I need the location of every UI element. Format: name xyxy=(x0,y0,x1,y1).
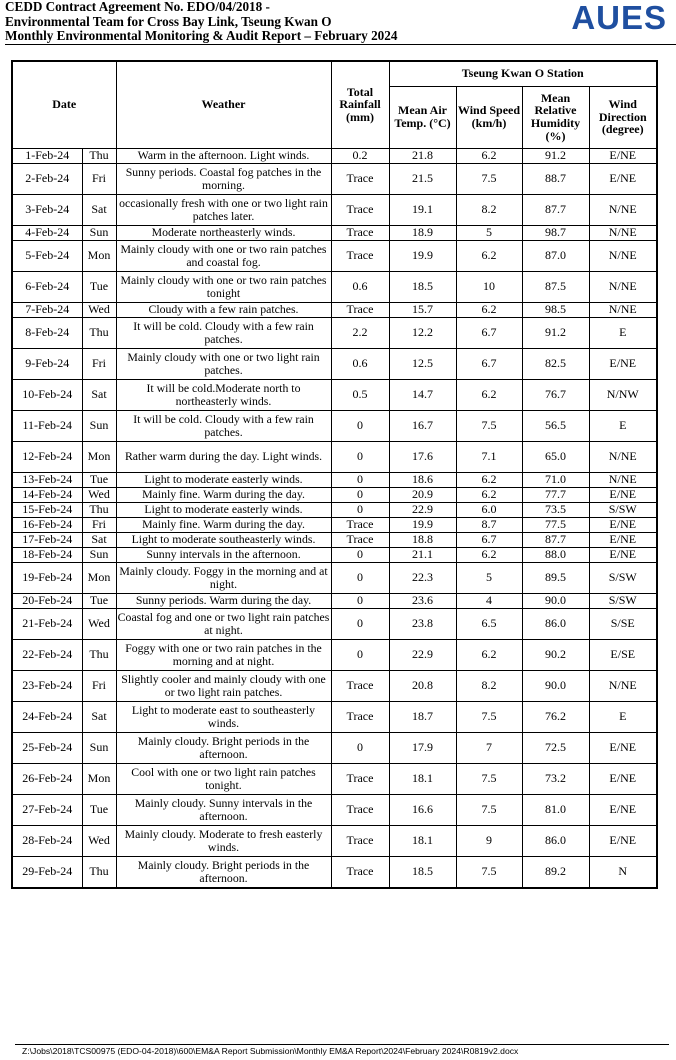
row-wind-speed: 7.5 xyxy=(456,856,522,888)
row-wind-speed: 9 xyxy=(456,825,522,856)
row-humidity: 82.5 xyxy=(522,348,589,379)
row-wind-speed: 6.7 xyxy=(456,532,522,547)
row-wind-direction: E/NE xyxy=(589,148,657,163)
row-temp: 18.8 xyxy=(389,532,456,547)
row-humidity: 87.7 xyxy=(522,194,589,225)
row-temp: 22.3 xyxy=(389,562,456,593)
row-day: Mon xyxy=(82,763,116,794)
row-temp: 16.7 xyxy=(389,410,456,441)
row-temp: 18.1 xyxy=(389,763,456,794)
row-humidity: 72.5 xyxy=(522,732,589,763)
row-weather: Mainly cloudy. Sunny intervals in the afternoon. xyxy=(116,794,331,825)
table-row xyxy=(12,502,657,517)
row-temp: 18.6 xyxy=(389,472,456,487)
row-temp: 22.9 xyxy=(389,502,456,517)
row-wind-direction: E/NE xyxy=(589,487,657,502)
row-wind-speed: 10 xyxy=(456,271,522,302)
row-wind-speed: 6.2 xyxy=(456,487,522,502)
row-date: 26-Feb-24 xyxy=(12,763,82,794)
table-row xyxy=(12,487,657,502)
header-weather: Weather xyxy=(116,61,331,148)
row-wind-speed: 8.2 xyxy=(456,670,522,701)
row-wind-speed: 6.2 xyxy=(456,379,522,410)
row-date: 11-Feb-24 xyxy=(12,410,82,441)
row-weather: Sunny periods. Warm during the day. xyxy=(116,593,331,608)
row-day: Tue xyxy=(82,794,116,825)
row-weather: Light to moderate easterly winds. xyxy=(116,472,331,487)
row-date: 10-Feb-24 xyxy=(12,379,82,410)
row-weather: occasionally fresh with one or two light rain patches later. xyxy=(116,194,331,225)
row-humidity: 87.5 xyxy=(522,271,589,302)
table-row xyxy=(12,794,657,825)
row-temp: 19.9 xyxy=(389,517,456,532)
row-temp: 12.2 xyxy=(389,317,456,348)
row-wind-direction: E/NE xyxy=(589,532,657,547)
row-humidity: 89.5 xyxy=(522,562,589,593)
header-station: Tseung Kwan O Station xyxy=(389,61,657,86)
row-wind-speed: 6.7 xyxy=(456,317,522,348)
row-rainfall: 0 xyxy=(331,472,389,487)
row-wind-direction: N/NE xyxy=(589,441,657,472)
row-humidity: 71.0 xyxy=(522,472,589,487)
table-row xyxy=(12,517,657,532)
row-day: Fri xyxy=(82,670,116,701)
row-temp: 12.5 xyxy=(389,348,456,379)
footer-divider xyxy=(15,1044,669,1045)
row-temp: 18.1 xyxy=(389,825,456,856)
row-temp: 15.7 xyxy=(389,302,456,317)
row-humidity: 81.0 xyxy=(522,794,589,825)
row-wind-direction: N/NE xyxy=(589,194,657,225)
row-wind-direction: E/NE xyxy=(589,794,657,825)
row-day: Sat xyxy=(82,701,116,732)
row-rainfall: Trace xyxy=(331,517,389,532)
row-weather: Mainly cloudy. Moderate to fresh easterly winds. xyxy=(116,825,331,856)
table-row xyxy=(12,302,657,317)
table-row xyxy=(12,472,657,487)
row-date: 6-Feb-24 xyxy=(12,271,82,302)
row-rainfall: 0 xyxy=(331,441,389,472)
row-weather: It will be cold.Moderate north to northeasterly winds. xyxy=(116,379,331,410)
row-day: Sat xyxy=(82,532,116,547)
row-temp: 16.6 xyxy=(389,794,456,825)
row-date: 22-Feb-24 xyxy=(12,639,82,670)
header-line-report: Monthly Environmental Monitoring & Audit Report – February 2024 xyxy=(5,28,398,44)
row-temp: 17.6 xyxy=(389,441,456,472)
row-rainfall: Trace xyxy=(331,302,389,317)
table-row xyxy=(12,194,657,225)
row-temp: 20.9 xyxy=(389,487,456,502)
row-wind-speed: 7.5 xyxy=(456,410,522,441)
row-date: 20-Feb-24 xyxy=(12,593,82,608)
weather-table xyxy=(11,60,658,889)
row-wind-speed: 6.7 xyxy=(456,348,522,379)
table-row xyxy=(12,441,657,472)
row-temp: 18.9 xyxy=(389,225,456,240)
row-wind-direction: E/NE xyxy=(589,517,657,532)
row-day: Tue xyxy=(82,593,116,608)
table-row xyxy=(12,763,657,794)
row-wind-direction: N xyxy=(589,856,657,888)
row-day: Thu xyxy=(82,148,116,163)
row-weather: Rather warm during the day. Light winds. xyxy=(116,441,331,472)
row-wind-direction: E/SE xyxy=(589,639,657,670)
row-rainfall: Trace xyxy=(331,763,389,794)
row-wind-direction: E xyxy=(589,701,657,732)
table-row xyxy=(12,348,657,379)
row-temp: 21.8 xyxy=(389,148,456,163)
row-temp: 20.8 xyxy=(389,670,456,701)
table-row xyxy=(12,410,657,441)
row-date: 9-Feb-24 xyxy=(12,348,82,379)
row-rainfall: Trace xyxy=(331,163,389,194)
row-weather: It will be cold. Cloudy with a few rain patches. xyxy=(116,410,331,441)
row-wind-speed: 5 xyxy=(456,225,522,240)
table-row xyxy=(12,547,657,562)
row-rainfall: 0 xyxy=(331,487,389,502)
row-wind-direction: N/NE xyxy=(589,472,657,487)
row-rainfall: 0.5 xyxy=(331,379,389,410)
row-weather: Mainly cloudy with one or two rain patches tonight xyxy=(116,271,331,302)
row-date: 25-Feb-24 xyxy=(12,732,82,763)
row-rainfall: 0 xyxy=(331,562,389,593)
row-rainfall: 0 xyxy=(331,732,389,763)
row-wind-direction: E xyxy=(589,317,657,348)
row-humidity: 90.0 xyxy=(522,593,589,608)
row-date: 17-Feb-24 xyxy=(12,532,82,547)
row-day: Wed xyxy=(82,487,116,502)
weather-table-body xyxy=(12,148,657,888)
row-date: 29-Feb-24 xyxy=(12,856,82,888)
table-row xyxy=(12,240,657,271)
row-date: 7-Feb-24 xyxy=(12,302,82,317)
row-weather: Light to moderate east to southeasterly winds. xyxy=(116,701,331,732)
header-humidity: Mean Relative Humidity (%) xyxy=(522,86,589,148)
aues-logo: AUES xyxy=(571,0,667,36)
row-rainfall: Trace xyxy=(331,670,389,701)
row-weather: Mainly fine. Warm during the day. xyxy=(116,517,331,532)
row-date: 8-Feb-24 xyxy=(12,317,82,348)
row-date: 12-Feb-24 xyxy=(12,441,82,472)
row-day: Wed xyxy=(82,825,116,856)
row-temp: 21.5 xyxy=(389,163,456,194)
row-date: 27-Feb-24 xyxy=(12,794,82,825)
row-wind-direction: S/SW xyxy=(589,593,657,608)
row-rainfall: 0.2 xyxy=(331,148,389,163)
table-row xyxy=(12,163,657,194)
row-humidity: 98.5 xyxy=(522,302,589,317)
row-rainfall: 0.6 xyxy=(331,348,389,379)
header-line-project: Environmental Team for Cross Bay Link, Tseung Kwan O xyxy=(5,13,332,29)
row-day: Mon xyxy=(82,562,116,593)
header-wind-speed: Wind Speed (km/h) xyxy=(456,86,522,148)
row-day: Sun xyxy=(82,547,116,562)
row-humidity: 77.7 xyxy=(522,487,589,502)
row-humidity: 73.2 xyxy=(522,763,589,794)
table-row xyxy=(12,825,657,856)
row-wind-direction: N/NE xyxy=(589,271,657,302)
row-day: Sun xyxy=(82,225,116,240)
row-humidity: 65.0 xyxy=(522,441,589,472)
row-date: 23-Feb-24 xyxy=(12,670,82,701)
row-rainfall: Trace xyxy=(331,225,389,240)
row-date: 14-Feb-24 xyxy=(12,487,82,502)
table-row xyxy=(12,732,657,763)
row-wind-speed: 7.5 xyxy=(456,763,522,794)
row-day: Tue xyxy=(82,472,116,487)
row-weather: Mainly cloudy. Bright periods in the afternoon. xyxy=(116,856,331,888)
row-day: Thu xyxy=(82,639,116,670)
table-row xyxy=(12,639,657,670)
row-day: Thu xyxy=(82,856,116,888)
row-wind-speed: 7.1 xyxy=(456,441,522,472)
row-date: 18-Feb-24 xyxy=(12,547,82,562)
row-day: Fri xyxy=(82,517,116,532)
footer-file-path: Z:\Jobs\2018\TCS00975 (EDO-04-2018)\600\EM&A Report Submission\Monthly EM&A Report\2024\February 2024\R0819v2.docx xyxy=(22,1046,519,1056)
row-day: Mon xyxy=(82,240,116,271)
row-date: 1-Feb-24 xyxy=(12,148,82,163)
row-wind-direction: E xyxy=(589,410,657,441)
row-weather: Slightly cooler and mainly cloudy with one or two light rain patches. xyxy=(116,670,331,701)
row-temp: 23.6 xyxy=(389,593,456,608)
row-day: Mon xyxy=(82,441,116,472)
row-wind-direction: N/NE xyxy=(589,670,657,701)
row-weather: Cool with one or two light rain patches tonight. xyxy=(116,763,331,794)
row-date: 19-Feb-24 xyxy=(12,562,82,593)
row-date: 13-Feb-24 xyxy=(12,472,82,487)
row-humidity: 88.0 xyxy=(522,547,589,562)
row-rainfall: 0 xyxy=(331,639,389,670)
row-weather: Mainly fine. Warm during the day. xyxy=(116,487,331,502)
row-humidity: 86.0 xyxy=(522,825,589,856)
row-humidity: 88.7 xyxy=(522,163,589,194)
header-temp: Mean Air Temp. (°C) xyxy=(389,86,456,148)
table-row xyxy=(12,608,657,639)
row-wind-speed: 6.2 xyxy=(456,148,522,163)
row-weather: Light to moderate southeasterly winds. xyxy=(116,532,331,547)
row-day: Wed xyxy=(82,302,116,317)
table-row xyxy=(12,701,657,732)
row-temp: 18.5 xyxy=(389,856,456,888)
row-rainfall: 0 xyxy=(331,593,389,608)
row-weather: Mainly cloudy with one or two light rain patches. xyxy=(116,348,331,379)
row-date: 5-Feb-24 xyxy=(12,240,82,271)
table-row xyxy=(12,670,657,701)
row-weather: Moderate northeasterly winds. xyxy=(116,225,331,240)
row-day: Fri xyxy=(82,163,116,194)
row-weather: Warm in the afternoon. Light winds. xyxy=(116,148,331,163)
row-wind-speed: 6.0 xyxy=(456,502,522,517)
row-wind-speed: 6.2 xyxy=(456,639,522,670)
row-date: 28-Feb-24 xyxy=(12,825,82,856)
row-humidity: 90.0 xyxy=(522,670,589,701)
row-humidity: 86.0 xyxy=(522,608,589,639)
table-row xyxy=(12,562,657,593)
row-humidity: 76.7 xyxy=(522,379,589,410)
row-temp: 23.8 xyxy=(389,608,456,639)
row-weather: Sunny periods. Coastal fog patches in the morning. xyxy=(116,163,331,194)
row-rainfall: 0 xyxy=(331,547,389,562)
row-date: 4-Feb-24 xyxy=(12,225,82,240)
row-wind-speed: 4 xyxy=(456,593,522,608)
row-temp: 22.9 xyxy=(389,639,456,670)
row-wind-direction: S/SE xyxy=(589,608,657,639)
row-date: 15-Feb-24 xyxy=(12,502,82,517)
row-rainfall: 0.6 xyxy=(331,271,389,302)
row-wind-direction: E/NE xyxy=(589,163,657,194)
row-rainfall: Trace xyxy=(331,532,389,547)
row-day: Sat xyxy=(82,379,116,410)
row-humidity: 91.2 xyxy=(522,148,589,163)
row-weather: Sunny intervals in the afternoon. xyxy=(116,547,331,562)
row-temp: 19.1 xyxy=(389,194,456,225)
row-rainfall: Trace xyxy=(331,825,389,856)
header-wind-direction: Wind Direction (degree) xyxy=(589,86,657,148)
row-weather: Mainly cloudy. Bright periods in the afternoon. xyxy=(116,732,331,763)
row-wind-speed: 5 xyxy=(456,562,522,593)
row-humidity: 90.2 xyxy=(522,639,589,670)
row-temp: 18.7 xyxy=(389,701,456,732)
row-wind-direction: N/NE xyxy=(589,302,657,317)
row-weather: Light to moderate easterly winds. xyxy=(116,502,331,517)
table-row xyxy=(12,593,657,608)
header-date: Date xyxy=(12,61,116,148)
row-humidity: 91.2 xyxy=(522,317,589,348)
row-wind-direction: E/NE xyxy=(589,547,657,562)
row-rainfall: Trace xyxy=(331,194,389,225)
row-wind-direction: S/SW xyxy=(589,502,657,517)
row-day: Wed xyxy=(82,608,116,639)
row-temp: 18.5 xyxy=(389,271,456,302)
row-wind-speed: 6.2 xyxy=(456,240,522,271)
row-day: Sat xyxy=(82,194,116,225)
table-row xyxy=(12,856,657,888)
row-day: Sun xyxy=(82,410,116,441)
row-wind-speed: 7.5 xyxy=(456,163,522,194)
row-weather: Foggy with one or two rain patches in the morning and at night. xyxy=(116,639,331,670)
row-date: 21-Feb-24 xyxy=(12,608,82,639)
row-weather: Coastal fog and one or two light rain patches at night. xyxy=(116,608,331,639)
row-humidity: 87.7 xyxy=(522,532,589,547)
row-wind-direction: E/NE xyxy=(589,348,657,379)
row-date: 2-Feb-24 xyxy=(12,163,82,194)
table-row xyxy=(12,271,657,302)
row-wind-speed: 8.7 xyxy=(456,517,522,532)
row-wind-speed: 6.2 xyxy=(456,547,522,562)
row-date: 24-Feb-24 xyxy=(12,701,82,732)
row-wind-speed: 6.2 xyxy=(456,472,522,487)
row-rainfall: Trace xyxy=(331,240,389,271)
row-wind-speed: 7 xyxy=(456,732,522,763)
header-divider xyxy=(5,44,676,45)
header-line-contract: CEDD Contract Agreement No. EDO/04/2018 - xyxy=(5,0,270,14)
row-humidity: 98.7 xyxy=(522,225,589,240)
row-weather: It will be cold. Cloudy with a few rain patches. xyxy=(116,317,331,348)
row-wind-direction: E/NE xyxy=(589,732,657,763)
row-wind-direction: E/NE xyxy=(589,763,657,794)
table-row xyxy=(12,148,657,163)
row-wind-speed: 7.5 xyxy=(456,701,522,732)
row-humidity: 73.5 xyxy=(522,502,589,517)
row-weather: Mainly cloudy with one or two rain patches and coastal fog. xyxy=(116,240,331,271)
row-wind-direction: N/NE xyxy=(589,225,657,240)
row-day: Thu xyxy=(82,502,116,517)
row-day: Thu xyxy=(82,317,116,348)
row-temp: 17.9 xyxy=(389,732,456,763)
row-rainfall: Trace xyxy=(331,794,389,825)
row-temp: 19.9 xyxy=(389,240,456,271)
row-wind-direction: N/NW xyxy=(589,379,657,410)
table-row xyxy=(12,317,657,348)
header-rainfall: Total Rainfall (mm) xyxy=(331,61,389,148)
row-wind-speed: 6.5 xyxy=(456,608,522,639)
row-temp: 21.1 xyxy=(389,547,456,562)
row-date: 3-Feb-24 xyxy=(12,194,82,225)
row-humidity: 76.2 xyxy=(522,701,589,732)
row-rainfall: 2.2 xyxy=(331,317,389,348)
header-title-block xyxy=(5,0,397,44)
table-row xyxy=(12,225,657,240)
row-day: Tue xyxy=(82,271,116,302)
row-wind-speed: 8.2 xyxy=(456,194,522,225)
row-weather: Mainly cloudy. Foggy in the morning and at night. xyxy=(116,562,331,593)
row-rainfall: 0 xyxy=(331,410,389,441)
row-rainfall: Trace xyxy=(331,701,389,732)
row-rainfall: 0 xyxy=(331,608,389,639)
row-rainfall: Trace xyxy=(331,856,389,888)
row-wind-speed: 6.2 xyxy=(456,302,522,317)
row-humidity: 77.5 xyxy=(522,517,589,532)
row-date: 16-Feb-24 xyxy=(12,517,82,532)
row-humidity: 87.0 xyxy=(522,240,589,271)
row-humidity: 56.5 xyxy=(522,410,589,441)
row-rainfall: 0 xyxy=(331,502,389,517)
table-row xyxy=(12,379,657,410)
row-wind-direction: E/NE xyxy=(589,825,657,856)
row-day: Fri xyxy=(82,348,116,379)
table-row xyxy=(12,532,657,547)
row-day: Sun xyxy=(82,732,116,763)
row-wind-direction: S/SW xyxy=(589,562,657,593)
report-header xyxy=(5,0,671,46)
row-wind-direction: N/NE xyxy=(589,240,657,271)
row-weather: Cloudy with a few rain patches. xyxy=(116,302,331,317)
row-temp: 14.7 xyxy=(389,379,456,410)
row-humidity: 89.2 xyxy=(522,856,589,888)
row-wind-speed: 7.5 xyxy=(456,794,522,825)
